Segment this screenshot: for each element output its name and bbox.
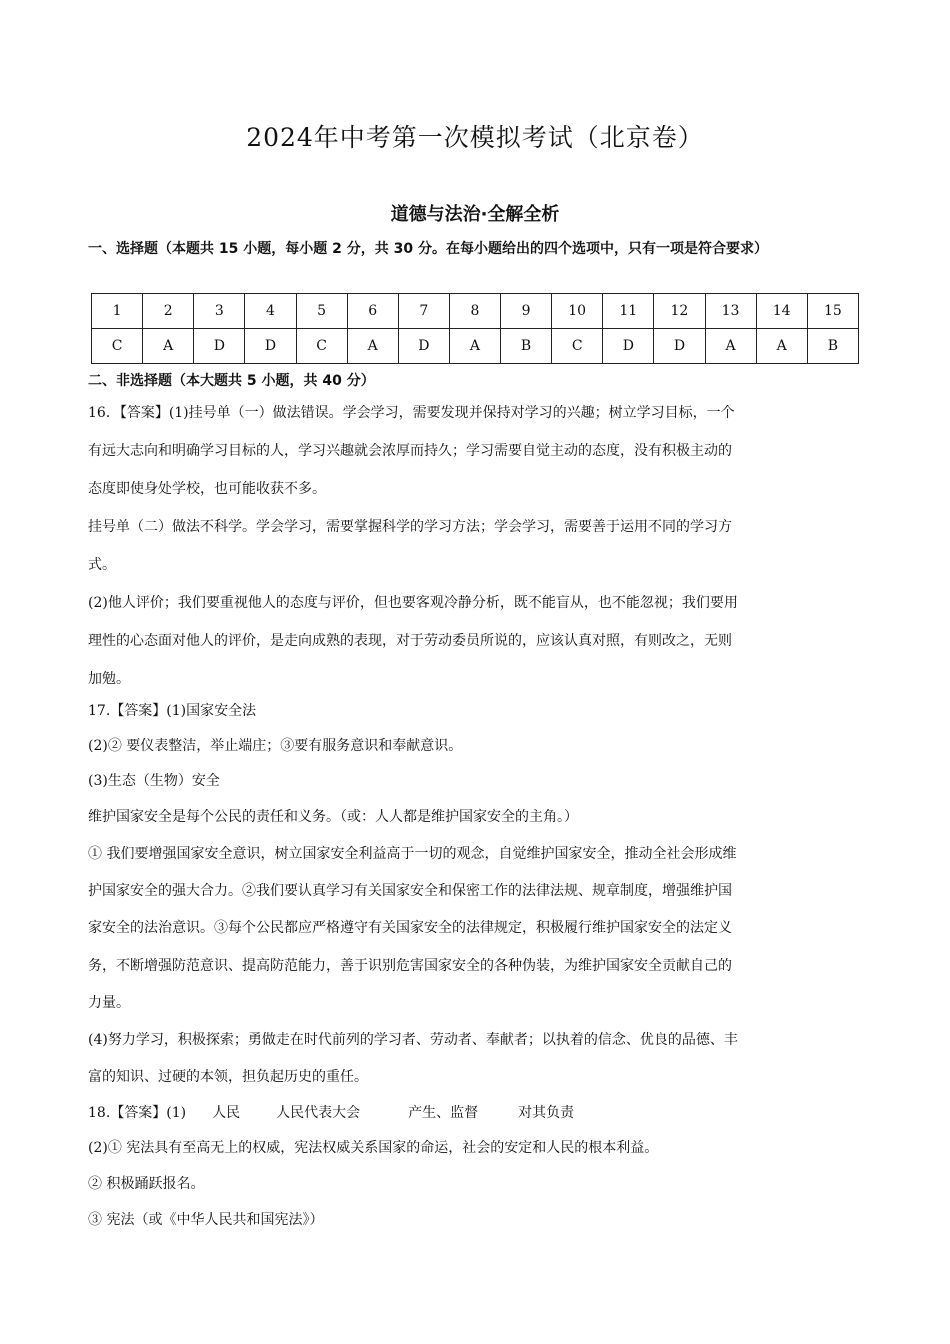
- q16-line: 态度即使身处学校，也可能收获不多。: [88, 481, 326, 497]
- answer-choice: A: [143, 329, 194, 364]
- q18-blank: 人民: [212, 1105, 241, 1121]
- question-number: 2: [143, 294, 194, 329]
- question-number: 13: [705, 294, 756, 329]
- answer-choice: B: [501, 329, 552, 364]
- q17-line: (3)生态（生物）安全: [88, 773, 220, 789]
- question-number: 10: [552, 294, 603, 329]
- answer-choice: A: [756, 329, 807, 364]
- question-number: 12: [654, 294, 705, 329]
- question-number: 14: [756, 294, 807, 329]
- q18-line-1: [88, 1102, 870, 1122]
- answer-table-answer-row: [92, 329, 859, 364]
- q18-line: (2)① 宪法具有至高无上的权威，宪法权威关系国家的命运，社会的安定和人民的根本利益。: [88, 1140, 659, 1156]
- answer-table: [91, 293, 859, 364]
- q17-line: 力量。: [88, 995, 130, 1011]
- q17-line: (2)② 要仪表整洁，举止端庄；③要有服务意识和奉献意识。: [88, 738, 463, 754]
- answer-choice: C: [552, 329, 603, 364]
- question-number: 5: [296, 294, 347, 329]
- q17-line: 维护国家安全是每个公民的责任和义务。（或：人人都是维护国家安全的主角。）: [88, 809, 578, 825]
- answer-choice: A: [347, 329, 398, 364]
- question-number: 6: [347, 294, 398, 329]
- q18-line: ③ 宪法（或《中华人民共和国宪法》）: [88, 1212, 324, 1228]
- q16-line: 加勉。: [88, 671, 130, 687]
- question-number: 3: [194, 294, 245, 329]
- q17-line: 富的知识、过硬的本领，担负起历史的重任。: [88, 1069, 368, 1085]
- answer-table-number-row: [92, 294, 859, 329]
- q17-line: 务，不断增强防范意识、提高防范能力，善于识别危害国家安全的各种伪装，为维护国家安全贡献自己的: [88, 958, 732, 974]
- answer-choice: D: [398, 329, 449, 364]
- answer-choice: D: [654, 329, 705, 364]
- question-number: 4: [245, 294, 296, 329]
- q17-line: 17.【答案】(1)国家安全法: [88, 703, 257, 719]
- q17-line: 护国家安全的强大合力。②我们要认真学习有关国家安全和保密工作的法律法规、规章制度，增强维护国: [88, 883, 732, 899]
- question-number: 15: [807, 294, 858, 329]
- answer-choice: D: [603, 329, 654, 364]
- q16-line: 理性的心态面对他人的评价，是走向成熟的表现，对于劳动委员所说的，应该认真对照，有则改之，无则: [88, 633, 732, 649]
- page-subtitle: 道德与法治·全解全析: [390, 204, 560, 225]
- answer-choice: D: [245, 329, 296, 364]
- q18-blank: 人民代表大会: [276, 1105, 361, 1121]
- q18-blank: 产生、监督: [408, 1105, 479, 1121]
- answer-choice: C: [296, 329, 347, 364]
- q16-line: 16．【答案】(1)挂号单（一）做法错误。学会学习，需要发现并保持对学习的兴趣；树立学习目标，一个: [88, 405, 735, 421]
- q17-line: ① 我们要增强国家安全意识，树立国家安全利益高于一切的观念，自觉维护国家安全，推动全社会形成维: [88, 846, 737, 862]
- answer-choice: B: [807, 329, 858, 364]
- q18-blank: 对其负责: [518, 1105, 575, 1121]
- answer-choice: A: [705, 329, 756, 364]
- q18-line: ② 积极踊跃报名。: [88, 1176, 205, 1192]
- q17-line: 家安全的法治意识。③每个公民都应严格遵守有关国家安全的法律规定，积极履行维护国家安全的法定义: [88, 920, 732, 936]
- q16-line: 挂号单（二）做法不科学。学会学习，需要掌握科学的学习方法；学会学习，需要善于运用不同的学习方: [88, 519, 732, 535]
- question-number: 1: [92, 294, 143, 329]
- question-number: 7: [398, 294, 449, 329]
- page-title: 2024年中考第一次模拟考试（北京卷）: [246, 123, 704, 152]
- section-2-heading: 二、非选择题（本大题共 5 小题，共 40 分）: [88, 373, 375, 389]
- section-1-heading: 一、选择题（本题共 15 小题，每小题 2 分，共 30 分。在每小题给出的四个选项中，只有一项是符合要求）: [88, 241, 768, 257]
- q17-line: (4)努力学习，积极探索；勇做走在时代前列的学习者、劳动者、奉献者；以执着的信念、优良的品德、丰: [88, 1032, 738, 1048]
- answer-choice: D: [194, 329, 245, 364]
- q16-line: 有远大志向和明确学习目标的人，学习兴趣就会浓厚而持久；学习需要自觉主动的态度，没有积极主动的: [88, 443, 732, 459]
- answer-choice: A: [449, 329, 500, 364]
- q16-line: 式。: [88, 557, 116, 573]
- q18-prefix: 18.【答案】(1): [88, 1105, 187, 1121]
- question-number: 8: [449, 294, 500, 329]
- q16-line: (2)他人评价；我们要重视他人的态度与评价，但也要客观冷静分析，既不能盲从，也不能忽视；我们要用: [88, 595, 738, 611]
- answer-choice: C: [92, 329, 143, 364]
- question-number: 11: [603, 294, 654, 329]
- question-number: 9: [501, 294, 552, 329]
